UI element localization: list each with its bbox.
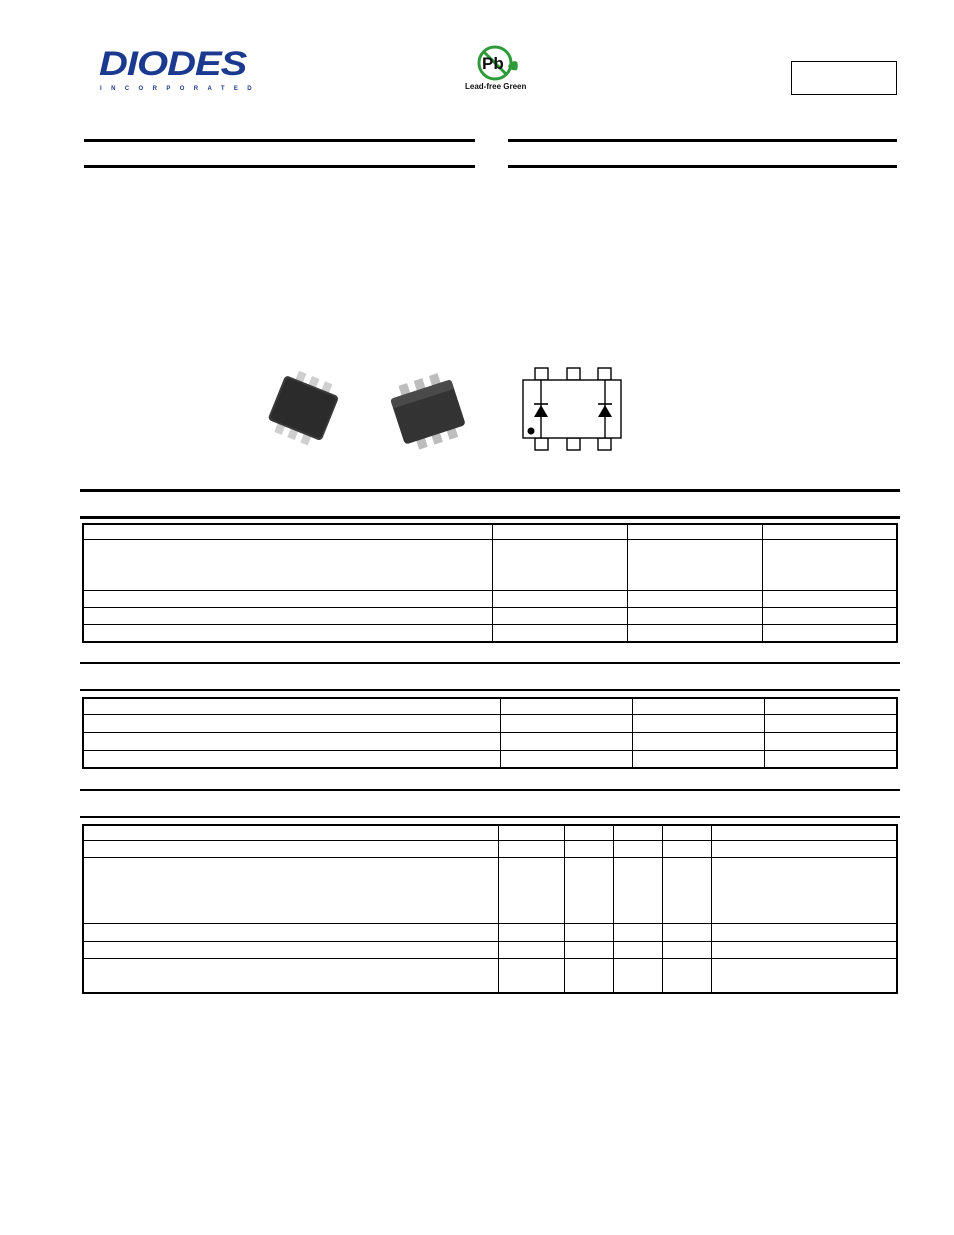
section3-rule-bottom [80, 816, 900, 818]
table-row [83, 698, 897, 715]
section3-rule-top [80, 789, 900, 791]
right-title-rule-bottom [508, 165, 897, 168]
left-title-rule-bottom [84, 165, 475, 168]
table-row [83, 924, 897, 942]
table-row [83, 732, 897, 750]
section2-rule-top [80, 662, 900, 664]
table-1 [82, 523, 898, 643]
table-row [83, 941, 897, 959]
table-row [83, 607, 897, 624]
section1-rule-bottom [80, 516, 900, 519]
table-row [83, 539, 897, 590]
diodes-logo [99, 47, 269, 97]
table-row [83, 959, 897, 993]
table-row [83, 750, 897, 768]
lead-free-badge [462, 44, 534, 94]
right-title-rule-top [508, 139, 897, 142]
package-photo-left [258, 368, 348, 450]
pinout-schematic [520, 365, 626, 453]
table-3 [82, 824, 898, 994]
lead-free-icon [462, 44, 534, 84]
brand-name: DIODES [99, 45, 247, 83]
table-row [83, 715, 897, 733]
brand-subtitle: INCORPORATED [100, 86, 262, 92]
badge-symbol-text: Pb [482, 54, 504, 73]
section1-rule-top [80, 489, 900, 492]
table-2 [82, 697, 898, 769]
badge-caption: Lead-free Green [465, 82, 527, 91]
table-row [83, 840, 897, 858]
section2-rule-bottom [80, 689, 900, 691]
package-photo-right [382, 372, 474, 452]
left-title-rule-top [84, 139, 475, 142]
table-row [83, 524, 897, 539]
table-row [83, 858, 897, 924]
table-row [83, 590, 897, 607]
table-row [83, 625, 897, 642]
table-row [83, 825, 897, 840]
part-number-box [791, 61, 897, 95]
